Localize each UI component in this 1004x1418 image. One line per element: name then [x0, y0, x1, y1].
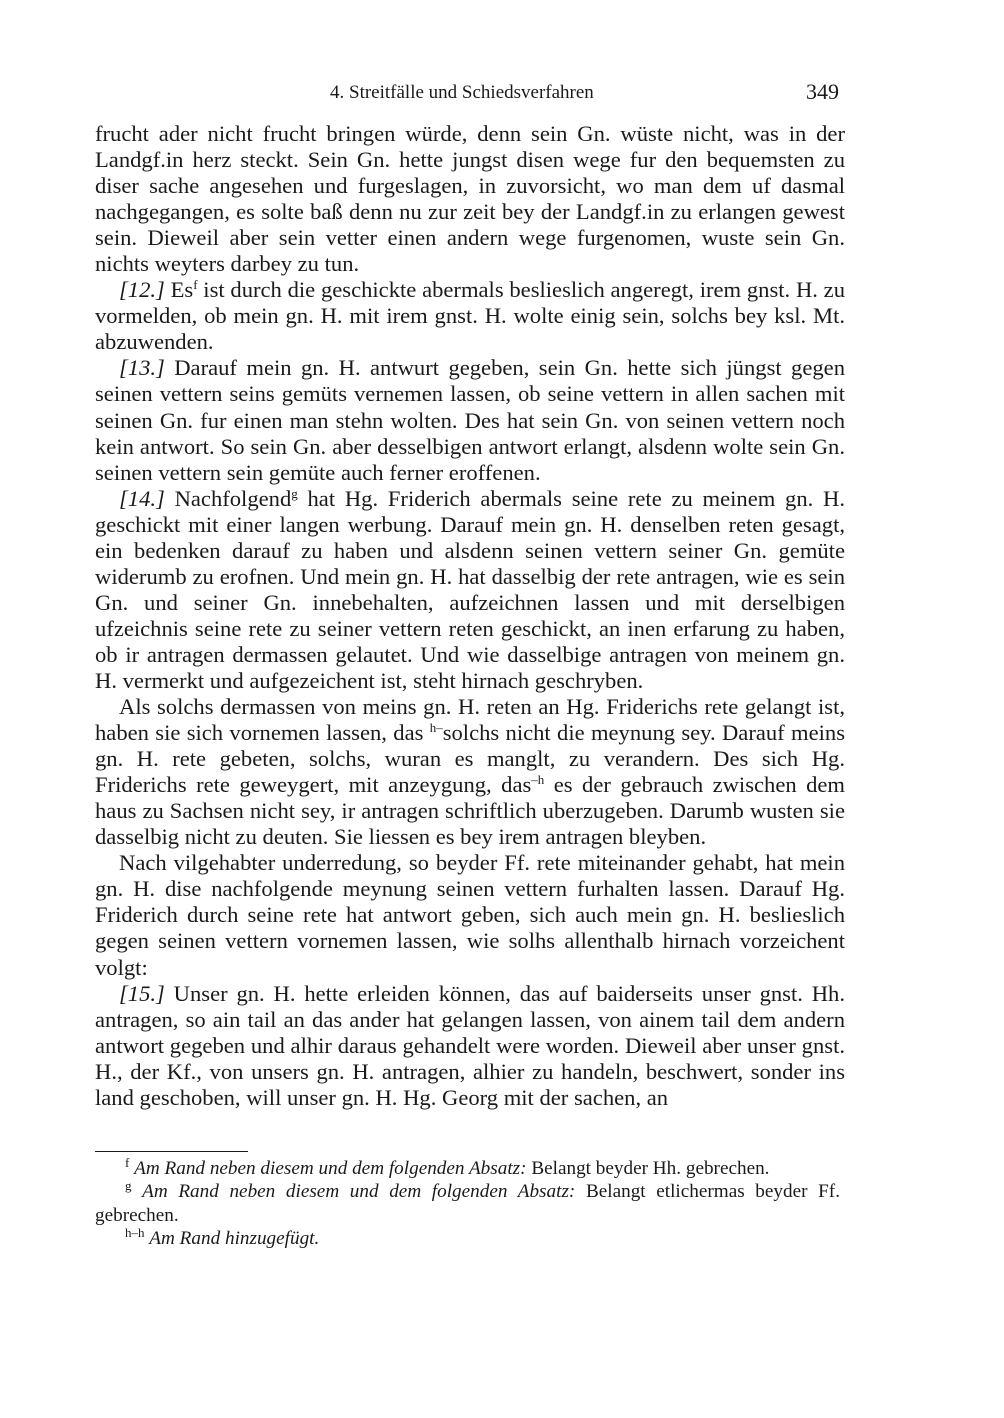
paragraph-15: [95, 981, 845, 1111]
paragraph-1: [95, 121, 845, 277]
footnote-h: [95, 1224, 840, 1250]
paragraph-13: [95, 355, 845, 485]
paragraph-text: Nach vilgehabter underredung, so beyder Ff. rete miteinander gehabt, hat mein gn. H. dise nachfolgende meynung seinen vettern furhalten lassen. Darauf Hg. Friderich durch seine rete hat antwort geben, sich auch mein gn. H. beslieslich gegen seinen vettern vornemen lassen, wie solhs allenthalb hirnach vorzeichent volgt:: [95, 850, 845, 980]
footnote-italic: Am Rand neben diesem und dem folgenden Absatz:: [142, 1181, 576, 1203]
paragraph-number: [15.]: [119, 980, 165, 1006]
paragraph-als-solchs: [95, 694, 845, 850]
footnote-ref-h-end: –h: [531, 772, 545, 788]
paragraph-text: hat Hg. Friderich abermals seine rete zu meinem gn. H. geschickt mit einer langen werbung. Darauf mein gn. H. denselben reten gesagt, ein bedenken darauf zu haben und alsdenn seinen vettern seiner Gn. gemüte widerumb zu erofnen. Und mein gn. H. hat dasselbig der rete antragen, wie es sein Gn. und seiner Gn. innebehalten, aufzeichnen lassen und mit derselbigen ufzeichnis seine rete zu seiner vettern reten geschickt, an inen erfarung zu haben, ob ir antragen dermassen gelautet. Und wie dasselbige antragen von meinem gn. H. vermerkt und aufgezeichent ist, steht hirnach geschryben.: [95, 485, 845, 693]
footnotes: [95, 1157, 840, 1250]
footnote-mark: f: [125, 1155, 130, 1170]
paragraph-text: frucht ader nicht frucht bringen würde, denn sein Gn. wüste nicht, was in der Landgf.in herz steckt. Sein Gn. hette jungst disen wege fur den bequemsten zu diser sache angesehen und furgeslagen, in zuvorsicht, wo man dem uf dasmal nachgegangen, es solte baß denn nu zur zeit bey der Landgf.in zu erlangen gewest sein. Dieweil aber sein vetter einen andern wege furgenomen, wuste sein Gn. nichts weyters darbey zu tun.: [95, 121, 845, 277]
paragraph-number: [14.]: [119, 485, 165, 511]
paragraph-14: [95, 486, 845, 694]
footnote-italic: Am Rand neben diesem und dem folgenden Absatz:: [134, 1158, 527, 1179]
footnote-italic: Am Rand hinzugefügt.: [149, 1227, 320, 1249]
footnote-ref-h-start: h–: [429, 720, 443, 736]
paragraph-number: [12.]: [119, 277, 165, 303]
footnote-g: [95, 1180, 840, 1227]
footnote-text: Belangt beyder Hh. gebrechen.: [526, 1158, 770, 1179]
paragraph-12: [95, 277, 845, 355]
paragraph-text: Darauf mein gn. H. antwurt gegeben, sein Gn. hette sich jüngst gegen seinen vettern seins gemüts vernemen lassen, ob seine vettern in allen sachen mit seinen Gn. fur einen man stehn wolten. Des hat sein Gn. von seinen vettern noch kein antwort. So sein Gn. aber desselbigen antwort erlangt, alsdenn wolte sein Gn. seinen vettern sein gemüte auch ferner eroffenen.: [95, 355, 845, 485]
running-title: 4. Streitfälle und Schiedsverfahren: [330, 82, 594, 103]
paragraph-nach-vilgehabter: [95, 850, 845, 980]
footnote-ref-f: f: [193, 277, 198, 293]
paragraph-text: solchs nicht die meynung sey. Darauf meins gn. H. rete gebeten, solchs, wuran es manglt, zu verandern. Des sich Hg. Friderichs rete geweygert, mit anzeygung, das: [95, 720, 845, 798]
paragraph-text: Nachfolgend: [164, 485, 292, 511]
footnote-mark: h–h: [125, 1224, 145, 1240]
footnote-separator: [95, 1151, 248, 1152]
paragraph-text: es der gebrauch zwischen dem haus zu Sachsen nicht sey, ir antragen schriftlich uberzugeben. Darumb wusten sie dasselbig nicht zu deuten. Sie liessen es bey irem antragen bleyben.: [95, 772, 846, 850]
footnote-text: Belangt etlichermas beyder Ff. gebrechen.: [95, 1181, 840, 1226]
page-number: 349: [806, 79, 839, 104]
main-text: [95, 121, 845, 1111]
paragraph-text: Es: [164, 277, 194, 303]
paragraph-text: ist durch die geschickte abermals beslieslich angeregt, irem gnst. H. zu vormelden, ob mein gn. H. mit irem gnst. H. wolte einig sein, solchs bey ksl. Mt. abzuwenden.: [95, 277, 845, 355]
footnote-mark: g: [125, 1178, 132, 1194]
footnote-ref-g: g: [291, 485, 298, 501]
footnote-f: [95, 1157, 840, 1180]
paragraph-text: Unser gn. H. hette erleiden können, das auf baiderseits unser gnst. Hh. antragen, so ain tail an das ander hat gelangen lassen, von ainem tail dem andern antwort gegeben und alhir daraus gehandelt were worden. Dieweil aber unser gnst. H., der Kf., von unsers gn. H. antragen, alhier zu handeln, beschwert, sonder ins land geschoben, will unser gn. H. Hg. Georg mit der sachen, an: [95, 980, 845, 1110]
paragraph-number: [13.]: [119, 355, 165, 381]
paragraph-text: Als solchs dermassen von meins gn. H. reten an Hg. Friderichs rete gelangt ist, haben sie sich vornemen lassen, das: [95, 694, 845, 746]
